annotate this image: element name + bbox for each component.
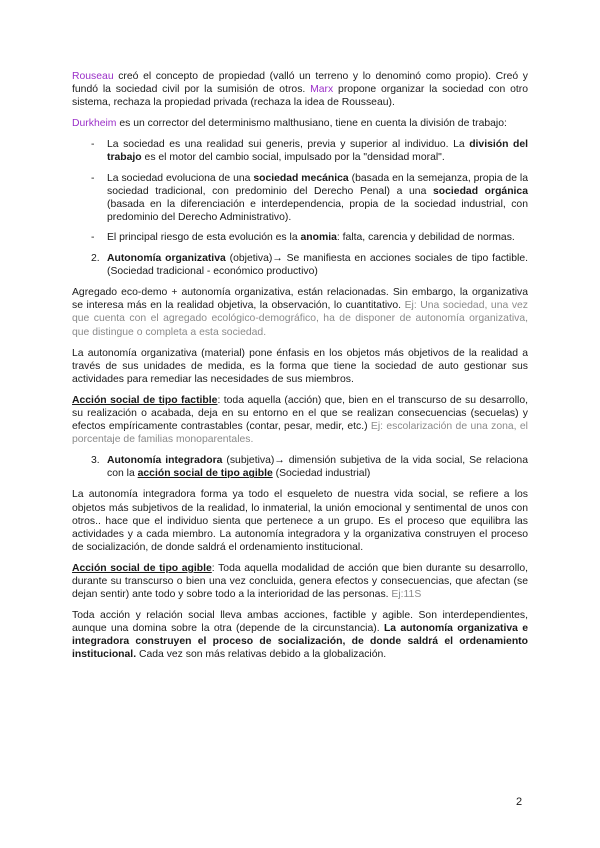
item-number: 2.: [91, 253, 100, 265]
list-item-text: es el motor del cambio social, impulsado por la "densidad moral".: [141, 152, 445, 164]
list-item: [72, 172, 528, 224]
example-text: Ej:11S: [391, 589, 422, 601]
paragraph-conclusion: [72, 609, 528, 661]
bold-term: sociedad orgánica: [433, 185, 528, 197]
bold-term: división del trabajo: [107, 139, 528, 164]
paragraph-autonomia-integradora: La autonomía integradora forma ya todo el esqueleto de nuestra vida social, se refiere a los objetos más subjetivos de la realidad, lo inmaterial, la unión emocional y sentimental de unos con otros.. hace que el individuo sienta que pertenece a un grupo. Es el proceso que equilibra las actividades y a cada miembro. La autonomía integradora y la organizativa construyen el proceso de socialización, de donde saldrá el ordenamiento institucional.: [72, 489, 528, 553]
bold-statement: La autonomía organizativa e integradora construyen el proceso de socialización, de donde saldrá el ordenamiento institucional.: [72, 623, 528, 661]
paragraph-agregado: [72, 286, 528, 338]
list-item-text: (basada en la diferenciación e interdependencia, propia de la sociedad industrial, con predominio del Derecho Administrativo).: [107, 198, 528, 223]
document-body: [72, 70, 528, 670]
bold-term: Autonomía integradora: [107, 455, 223, 467]
paragraph-accion-factible: [72, 394, 528, 446]
paragraph-durkheim: [72, 117, 528, 130]
numbered-item-3: [72, 454, 528, 480]
paragraph-text: es un corrector del determinismo malthusiano, tiene en cuenta la división de trabajo:: [116, 118, 507, 130]
defined-term: Acción social de tipo agible: [72, 562, 212, 574]
item-text: (subjetiva)→ dimensión subjetiva de la vida social, Se relaciona con la: [107, 455, 528, 480]
numbered-item-2: [72, 252, 528, 278]
list-item: [72, 231, 528, 244]
example-text: Ej: escolarización de una zona, el porcentaje de familias monoparentales.: [72, 421, 528, 446]
author-name-rousseau: Rouseau: [72, 71, 114, 82]
paragraph-text: : Toda aquella modalidad de acción que bien durante su desarrollo, durante su transcurso o bien una vez concluida, genera efectos y consecuencias, que afectan (se dejan sentir) ante todo y sobre todo a la interioridad de las personas.: [72, 562, 528, 601]
paragraph-rousseau-marx: [72, 70, 528, 109]
author-name-durkheim: Durkheim: [72, 118, 117, 130]
paragraph-accion-agible: [72, 562, 528, 601]
example-text: Ej: Una sociedad, una vez que cuenta con el agregado ecológico-demográfico, ha de disponer de autonomía organizativa, que distingue o completa a esta sociedad.: [72, 300, 528, 338]
bold-term: Autonomía organizativa: [107, 253, 226, 265]
author-name-marx: Marx: [310, 84, 334, 96]
item-text: (objetiva)→ Se manifiesta en acciones sociales de tipo factible. (Sociedad tradicional - económico productivo): [107, 253, 528, 278]
list-item-text: (basada en la semejanza, propia de la sociedad tradicional, con predominio del Derecho Penal) a una: [107, 172, 528, 197]
list-item-text: : falta, carencia y debilidad de normas.: [336, 231, 515, 243]
list-item-text: El principal riesgo de esta evolución es la: [107, 231, 301, 243]
page-number: 2: [516, 796, 523, 808]
paragraph-text: : toda aquella (acción) que, bien en el transcurso de su desarrollo, su realización o acabada, deja en su entorno en el que se realizan consecuencias (secuelas) y efectos empíricamente contrastables (contar, pesar, medir, etc.): [72, 394, 528, 433]
paragraph-text: Agregado eco-demo + autonomía organizativa, están relacionadas. Sin embargo, la organizativa se interesa más en la realidad objetiva, la observación, lo cuantitativo.: [72, 287, 528, 312]
paragraph-text: propone organizar la sociedad con otro sistema, rechaza la propiedad privada (rechaza la idea de Rousseau).: [72, 84, 528, 109]
paragraph-text: Toda acción y relación social lleva ambas acciones, factible y agible. Son interdependientes, aunque una domina sobre la otra (depende de la circunstancia).: [72, 610, 528, 635]
list-item-text: La sociedad evoluciona de una: [107, 172, 254, 184]
paragraph-autonomia-organizativa: La autonomía organizativa (material) pone énfasis en los objetos más objetivos de la realidad a través de sus unidades de medida, es la forma que tiene la sociedad de auto gestionar sus actividades para remediar las necesidades de sus miembros.: [72, 347, 528, 385]
item-text: (Sociedad industrial): [272, 468, 371, 480]
item-number: 3.: [91, 455, 100, 467]
list-item-text: La sociedad es una realidad sui generis, previa y superior al individuo. La: [107, 139, 470, 151]
bold-term: sociedad mecánica: [253, 172, 349, 184]
defined-term: acción social de tipo agible: [137, 468, 273, 480]
paragraph-text: Cada vez son más relativas debido a la globalización.: [136, 649, 387, 661]
paragraph-text: creó el concepto de propiedad (valló un terreno y lo denominó como propio). Creó y fundó la sociedad civil por la sumisión de otros.: [72, 71, 528, 96]
durkheim-bullet-list: [72, 138, 528, 244]
defined-term: Acción social de tipo factible: [72, 394, 218, 406]
list-item: [72, 138, 528, 164]
bold-term: anomia: [300, 231, 337, 243]
